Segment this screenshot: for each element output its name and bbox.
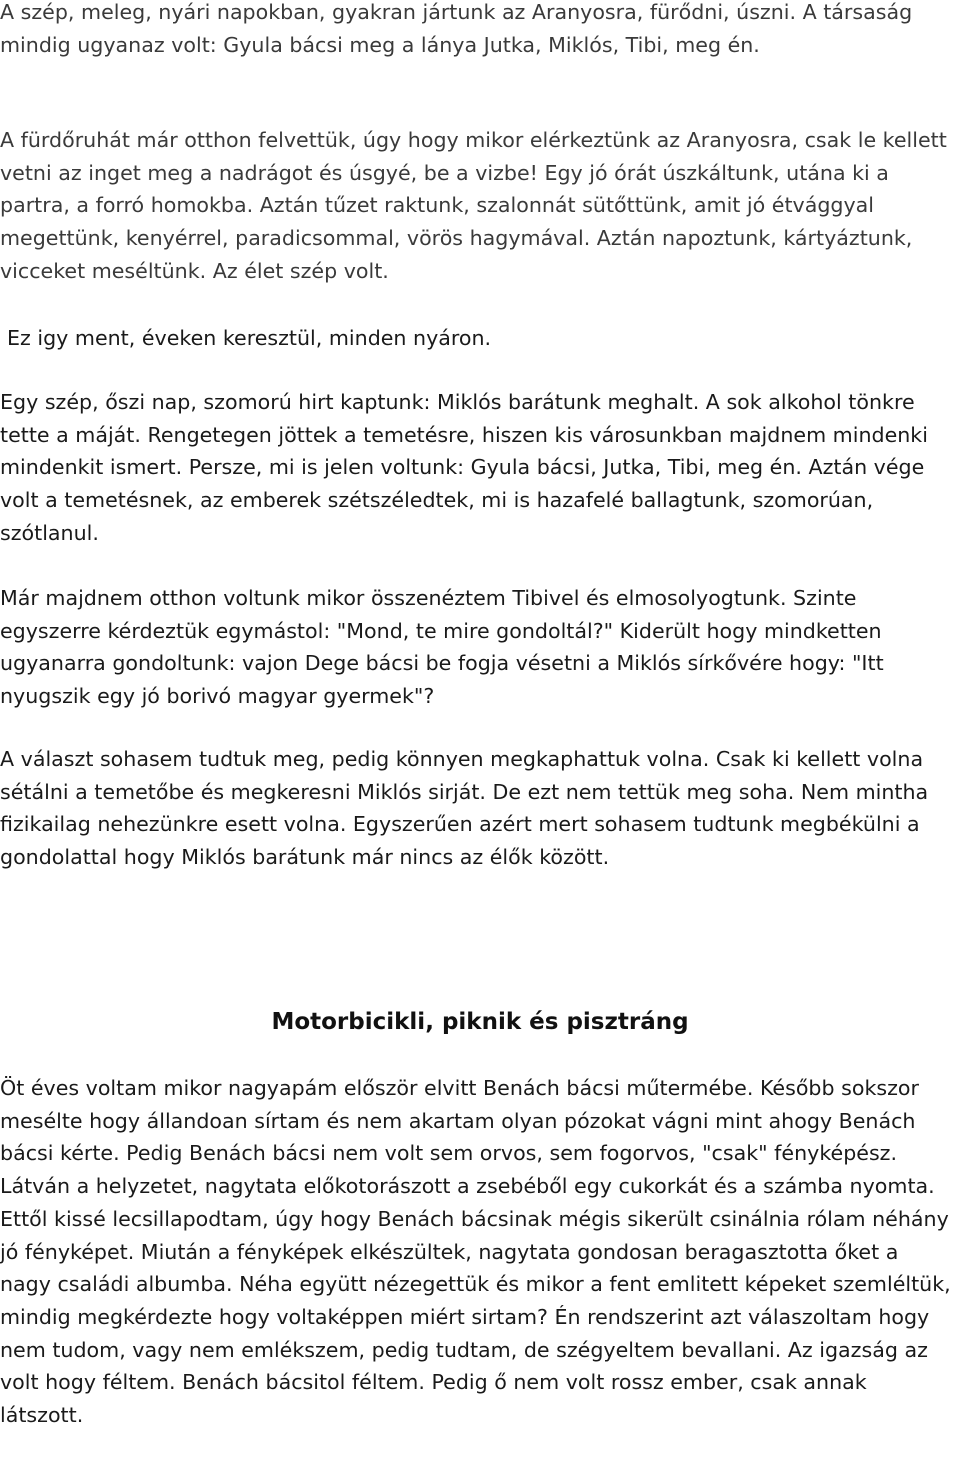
paragraph-photographer: Öt éves voltam mikor nagyapám először elvitt Benách bácsi műtermébe. Később sokszor mesélte hogy állandoan sírtam és nem akartam olyan pózokat vágni mint ahogy Benách bácsi kérte. Pedig Benách bácsi nem volt sem orvos, sem fogorvos, "csak" fényképész. Látván a helyzetet, nagytata előkotorászott a zsebéből egy cukorkát és a számba nyomta. Ettől kissé lecsillapodtam, úgy hogy Benách bácsinak mégis sikerült csinálnia rólam néhány jó fényképet. Miután a fényképek elkészültek, nagytata gondosan beragasztotta őket a nagy családi albumba. Néha együtt nézegettük és mikor a fent emlitett képeket szemléltük, mindig megkérdezte hogy voltaképpen miért sirtam? Én rendszerint azt válaszoltam hogy nem tudom, vagy nem emlékszem, pedig tudtam, de szégyeltem bevallani. Az igazság az volt hogy féltem. Benách bácsitol féltem. Pedig ő nem volt rossz ember, csak annak látszott. <box>0 1076 951 1428</box>
paragraph-every-summer: Ez igy ment, éveken keresztül, minden nyáron. <box>7 326 492 350</box>
paragraph-aranyos-intro: A szép, meleg, nyári napokban, gyakran jártunk az Aranyosra, fürődni, úszni. A társaság mindig ugyanaz volt: Gyula bácsi meg a lánya Jutka, Miklós, Tibi, meg én. <box>0 0 913 57</box>
paragraph-funeral: Egy szép, őszi nap, szomorú hirt kaptunk: Miklós barátunk meghalt. A sok alkohol tönkre tette a máját. Rengetegen jöttek a temetésre, hiszen kis városunkban majdnem mindenki mindenkit ismert. Persze, mi is jelen voltunk: Gyula bácsi, Jutka, Tibi, meg én. Aztán vége volt a temetésnek, az emberek szétszéledtek, mi is hazafelé ballagtunk, szomorúan, szótlanul. <box>0 390 928 545</box>
paragraph-tombstone: Már majdnem otthon voltunk mikor összenéztem Tibivel és elmosolyogtunk. Szinte egyszerre kérdeztük egymástol: "Mond, te mire gondoltál?" Kiderült hogy mindketten ugyanarra gondoltunk: vajon Dege bácsi be fogja vésetni a Miklós sírkővére hogy: "Itt nyugszik egy jó borivó magyar gyermek"? <box>0 586 884 709</box>
paragraph-answer: A választ sohasem tudtuk meg, pedig könnyen megkaphattuk volna. Csak ki kellett volna sétálni a temetőbe és megkeresni Miklós sirját. De ezt nem tettük meg soha. Nem mintha fizikailag nehezünkre esett volna. Egyszerűen azért mert sohasem tudtunk megbékülni a gondolattal hogy Miklós barátunk már nincs az élők között. <box>0 747 929 870</box>
paragraph-swimming: A fürdőruhát már otthon felvettük, úgy hogy mikor elérkeztünk az Aranyosra, csak le kellett vetni az inget meg a nadrágot és úsgyé, be a vizbe! Egy jó órát úszkáltunk, utána ki a partra, a forró homokba. Aztán tűzet raktunk, szalonnát sütőttünk, amit jó étvággyal megettünk, kenyérrel, paradicsommal, vörös hagymával. Aztán napoztunk, kártyáztunk, vicceket meséltünk. Az élet szép volt. <box>0 128 947 283</box>
section-heading: Motorbicikli, piknik és pisztráng <box>271 1009 689 1035</box>
